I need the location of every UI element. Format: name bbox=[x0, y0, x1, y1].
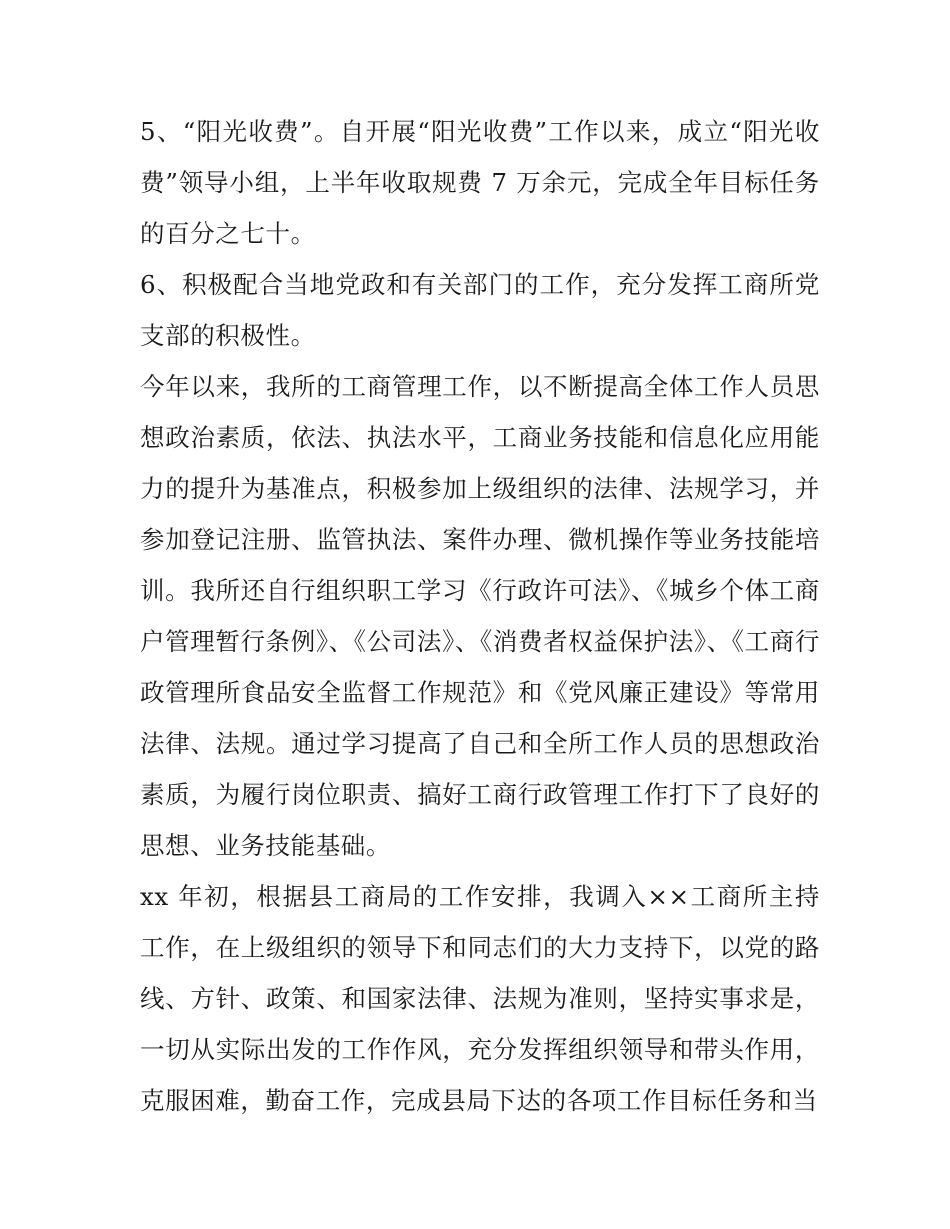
paragraph-work-summary: xx 年初，根据县工商局的工作安排，我调入××工商所主持工作，在上级组织的领导下和同志们的大力支持下，以党的路线、方针、政策、和国家法律、法规为准则，坚持实事求是，一切从实际出发的工作作风，充分发挥组织领导和带头作用，克服困难，勤奋工作，完成县局下达的各项工作目标任务和当 bbox=[140, 882, 820, 1115]
paragraph-party-cooperation: 6、积极配合当地党政和有关部门的工作，充分发挥工商所党支部的积极性。 bbox=[140, 270, 820, 350]
paragraph-study-training: 今年以来，我所的工商管理工作，以不断提高全体工作人员思想政治素质，依法、执法水平，工商业务技能和信息化应用能力的提升为基准点，积极参加上级组织的法律、法规学习，并参加登记注册、监管执法、案件办理、微机操作等业务技能培训。我所还自行组织职工学习《行政许可法》、《城乡个体工商户管理暂行条例》、《公司法》、《消费者权益保护法》、《工商行政管理所食品安全监督工作规范》和《党风廉正建设》等常用法律、法规。通过学习提高了自己和全所工作人员的思想政治素质，为履行岗位职责、搞好工商行政管理工作打下了良好的思想、业务技能基础。 bbox=[140, 372, 820, 860]
document-body bbox=[140, 106, 820, 1126]
paragraph-sunshine-fees: 5、“阳光收费”。自开展“阳光收费”工作以来，成立“阳光收费”领导小组，上半年收取规费 7 万余元，完成全年目标任务的百分之七十。 bbox=[140, 117, 820, 248]
